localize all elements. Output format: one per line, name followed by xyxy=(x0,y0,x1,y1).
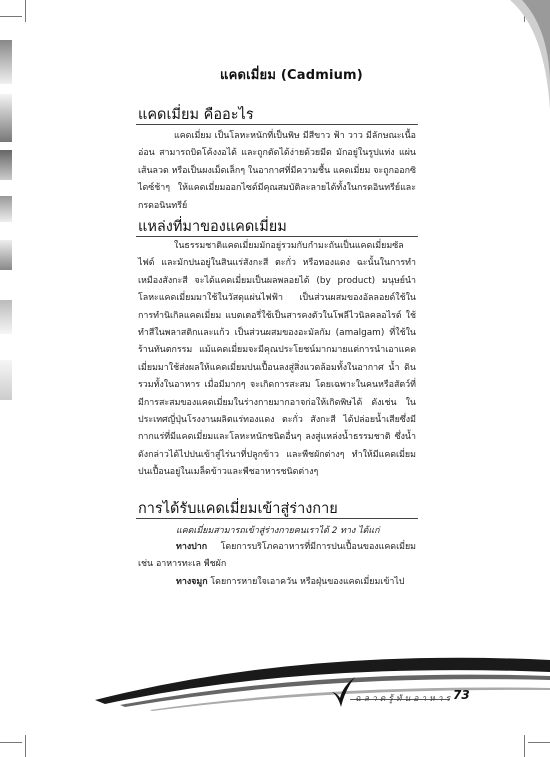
intake-route-item xyxy=(138,539,416,574)
intake-route-text: โดยการหายใจเอาควัน หรือฝุ่นของแคดเมี่ยมเข้าไป xyxy=(207,577,405,587)
page-number: 73 xyxy=(453,688,470,702)
heading-underline xyxy=(136,518,418,519)
intake-route-text: โดยการบริโภคอาหารที่มีการปนเปื้อนของแคดเมี่ยม เช่น อาหารทะเล พืชผัก xyxy=(138,542,416,570)
section-heading-intake: การได้รับแคดเมี่ยมเข้าสู่ร่างกาย xyxy=(138,501,338,517)
intake-route-label: ทางปาก xyxy=(176,542,208,552)
intake-subtitle: แคดเมี่ยมสามารถเข้าสู่ร่างกายคนเราได้ 2 ทาง ได้แก่ xyxy=(176,526,380,536)
intake-route-item xyxy=(138,574,416,591)
footer-publication: ฉลาดรู้ทันอาหาร xyxy=(355,694,454,704)
crop-mark xyxy=(25,0,26,22)
decorative-corner-curve xyxy=(490,0,550,110)
intake-route-label: ทางจมูก xyxy=(176,577,208,587)
page-title: แคดเมี่ยม (Cadmium) xyxy=(220,68,363,83)
heading-underline xyxy=(136,124,418,125)
section-heading-what: แคดเมี่ยม คืออะไร xyxy=(138,107,254,123)
decorative-side-stripes xyxy=(0,0,12,430)
heading-underline xyxy=(136,236,418,237)
paragraph-source: ในธรรมชาติแคดเมี่ยมมักอยู่รวมกับกำมะถันเป็นแคดเมี่ยมซัลไฟด์ และมักปนอยู่ในสินแร่สังกะสี ตะกั่ว หรือทองแดง ฉะนั้นในการทำเหมืองสังกะสี จะได้แคดเมี่ยมเป็นผลพลอยได้ (by product) มนุษย์นำโลหะแคดเมี่ยมมาใช้ในวัสดุแผ่นไฟฟ้า เป็นส่วนผสมของอัลลอยด์ใช้ในการทำนิเกิลแคดเมี่ยม แบตเตอรี่ใช้เป็นสารคงตัวในโพลีไวนิลคลอไรด์ ใช้ทำสีในพลาสติกและแก้ว เป็นส่วนผสมของอะมัลกัม (amalgam) ที่ใช้ในร้านทันตกรรม แม้แคดเมี่ยมจะมีคุณประโยชน์มากมายแต่การนำเอาแคดเมี่ยมมาใช้ส่งผลให้แคดเมี่ยมปนเปื้อนลงสู่สิ่งแวดล้อมทั้งในอากาศ น้ำ ดิน รวมทั้งในอาหาร เมื่อมีมากๆ จะเกิดการสะสม โดยเฉพาะในคนหรือสัตว์ที่มีการสะสมของแคดเมี่ยมในร่างกายมากอาจก่อให้เกิดพิษได้ ดังเช่น ในประเทศญี่ปุ่นโรงงานผลิตแร่ทองแดง ตะกั่ว สังกะสี ได้ปล่อยน้ำเสียซึ่งมีกากแร่ที่มีแคดเมี่ยมและโลหะหนักชนิดอื่นๆ ลงสู่แหล่งน้ำธรรมชาติ ซึ่งน้ำดังกล่าวได้ไปปนเข้าสู่ไร่นาที่ปลูกข้าว และพืชผักต่างๆ ทำให้มีแคดเมี่ยมปนเปื้อนอยู่ในเมล็ดข้าวและพืชอาหารชนิดต่างๆ xyxy=(138,241,416,478)
section-heading-source: แหล่งที่มาของแคดเมี่ยม xyxy=(138,219,287,235)
paragraph-what: แคดเมี่ยม เป็นโลหะหนักที่เป็นพิษ มีสีขาว ฟ้า วาว มีลักษณะเนื้ออ่อน สามารถบิดโค้งงอได้ และถูกตัดได้ง่ายด้วยมีด มักอยู่ในรูปแท่ง แผ่นเส้นลวด หรือเป็นผงเม็ดเล็กๆ ในอากาศที่มีความชื้น แคดเมี่ยม จะถูกออกซิไดซ์ช้าๆ ให้แคดเมี่ยมออกไซด์มีคุณสมบัติละลายได้ทั้งในกรดอินทรีย์และกรดอนินทรีย์ xyxy=(138,131,416,211)
checkmark-logo-icon xyxy=(330,676,356,710)
